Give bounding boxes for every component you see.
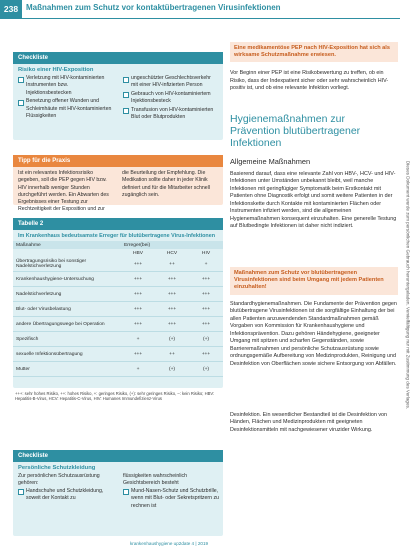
body-paragraph: Basierend darauf, dass eine relevante Zahl von HBV-, HCV- und HIV-Infektionen unter Umständen unbekannt bleibt, weil manche Infektionen mit geringfügiger Symptomatik beim Erstkontakt mit Patienten ohne Diagnostik erfolgt und somit weitere Patienten in der Infektionskette durch Kontakte mit kontaminierten Flächen oder Instrumenten infiziert werden, sind die allgemeinen Hygienemaßnahmen konsequent einzuhalten. Eine generelle Testung auf Blutbedingte Infektionen ist daher nicht indiziert. (230, 170, 397, 230)
col-header: HBV (132, 250, 144, 256)
table-row: Mutter + (+) (+) (13, 362, 223, 377)
table-row: Nadelstichverletzung +++ +++ +++ (13, 287, 223, 302)
checklist-hiv-exposure (13, 52, 223, 140)
table-row: Spezifisch + (+) (+) (13, 332, 223, 347)
table-heading: Tabelle 2 (13, 218, 223, 230)
protection-callout: Maßnahmen zum Schutz vor blutübertragenen Virusinfektionen sind beim Umgang mit jedem Patienten einzuhalten! (230, 267, 398, 295)
checklist-item: Transfusion von HIV-kontaminierten Blut oder Blutprodukten (123, 107, 219, 122)
section-title: Hygienemaßnahmen zur Prävention blutübertragener Infektionen (230, 112, 361, 149)
checklist-item: ungeschützter Geschlechtsverkehr mit einer HIV-infizierten Person (123, 75, 219, 90)
checklist-lead: flüssigkeiten wahrscheinlich Gesichtsbereich besteht (123, 473, 188, 487)
side-copyright-note (403, 40, 413, 530)
checkbox-icon (18, 489, 24, 495)
body-paragraph: Standardhygienemaßnahmen. Die Fundamente der Prävention gegen blutübertragene Virusinfektionen ist die sorgfältige Einhaltung der bei allen Patienten anzuwendenden Standardmaßnahmen gemäß Vorgaben von Kommission für Krankenhaushygiene und Infektionsprävention. Dazu gehören Händehygiene, geeigneter Umgang mit spitzen und scharfen Gegenständen, sowie Barrieremaßnahmen und persönliche Schutzausrüstung sowie ordnungsgemäße Aufbereitung von Medizinprodukten, Reinigung und Desinfektion von Oberflächen sowie sichere Entsorgung von Abfällen. (230, 300, 397, 367)
checklist-item: Benetzung offener Wunden und Schleimhäute mit HIV-kontaminierten Flüssigkeiten (18, 98, 114, 120)
checkbox-icon (123, 108, 129, 114)
checklist-item: Mund-Nasen-Schutz und Schutzbrille, wenn mit Blut- oder Sekretspritzern zu rechnen ist (123, 488, 219, 510)
tip-heading: Tipp für die Praxis (13, 155, 223, 167)
checkbox-icon (123, 92, 129, 98)
header-rule (0, 18, 400, 19)
table-row: Blut- oder Virusbelastung +++ +++ +++ (13, 302, 223, 317)
intro-paragraph: Vor Beginn einer PEP ist eine Risikobewertung zu treffen, ob ein Risiko, dass der Indexpatient sicher oder sehr wahrscheinlich HIV-positiv ist, und ob eine relevante Infektion vorliegt. (230, 70, 389, 92)
col-header: HCV (166, 250, 178, 256)
table-row: Krankenhaushygiene-Untersuchung +++ +++ +++ (13, 272, 223, 287)
table-row: andere Übertragungswege bei Operation +++ +++ +++ (13, 317, 223, 332)
running-title: Maßnahmen zum Schutz vor kontaktübertragenen Virusinfektionen (26, 3, 281, 12)
table-footnote: +++: sehr hohes Risiko, ++: hohes Risiko, +: geringes Risiko, (+): sehr geringes Risiko, –: kein Risiko; HBV: Hepatitis-B-Virus, HCV: Hepatitis-C-Virus, HIV: Humanes Immundefizienz-Virus (15, 391, 215, 402)
table-box (13, 218, 223, 388)
checklist-subheading: Persönliche Schutzkleidung (18, 465, 96, 471)
checklist-heading: Checkliste (13, 450, 223, 462)
tip-text-right: die Beurteilung der Empfehlung. Die Medikation sollte daher in jeder Klinik definiert und für die Mitarbeiter schnell zugänglich sein. (122, 170, 210, 198)
checklist-lead: Zur persönlichen Schutzausrüstung gehören: (18, 473, 100, 487)
checkbox-icon (18, 77, 24, 83)
body-paragraph: Desinfektion. Ein wesentlicher Bestandteil ist die Desinfektion von Händen, Flächen und Medizinprodukten mit geeigneten Desinfektionsmitteln mit nachgewiesener viruzider Wirkung. (230, 411, 388, 433)
page-number: 238 (0, 0, 22, 18)
subsection-title: Allgemeine Maßnahmen (230, 156, 311, 166)
table-row: sexuelle Infektionsübertragung +++ ++ +++ (13, 347, 223, 362)
checkbox-icon (123, 489, 129, 495)
checkbox-icon (18, 100, 24, 106)
pathogen-table (13, 241, 223, 377)
pep-callout: Eine medikamentöse PEP nach HIV-Exposition hat sich als wirksame Schutzmaßnahme erwiesen. (230, 42, 398, 62)
tip-box (13, 155, 223, 213)
col-header: HIV (201, 250, 211, 256)
checklist-item: Verletzung mit HIV-kontaminierten Instrumenten bzw. Injektionsbestecken (18, 75, 114, 97)
checkbox-icon (123, 77, 129, 83)
tip-text-left: Ist ein relevantes Infektionsrisiko gegeben, soll die PEP gegen HIV bzw. HIV innerhalb weniger Stunden durchgeführt werden. Ein Abwarten des Ergebnisses einer Testung zur Rechtzeitigkeit der Exposition und zur (18, 170, 109, 213)
checklist-item: Handschuhe und Schutzkleidung, soweit der Kontakt zu (18, 488, 114, 503)
page-footer: krankenhaushygiene up2date 4 | 2019 (130, 541, 209, 546)
table-band-label: Maßnahme (13, 241, 121, 249)
checklist-item: Gebrauch von HIV-kontaminiertem Injektionsbesteck (123, 91, 219, 106)
main-text-column (230, 42, 398, 450)
table-row: Übertragungsrisiko bei sonstiger Nadelstichverletzung +++ ++ + (13, 257, 223, 272)
page-header (0, 0, 413, 18)
checklist-protective-clothing (13, 450, 223, 536)
table-caption: Im Krankenhaus bedeutsamste Erreger für blutübertragene Virus-Infektionen (18, 233, 216, 239)
side-copyright-text: Dieses Dokument wurde zum persönlichen Gebrauch heruntergeladen. Vervielfältigung nur mit Zustimmung des Verlages. (405, 160, 411, 410)
table-band-right: Erreger(bei) (121, 241, 223, 249)
checklist-subheading: Risiko einer HIV-Exposition (18, 67, 94, 73)
checklist-heading: Checkliste (13, 52, 223, 64)
